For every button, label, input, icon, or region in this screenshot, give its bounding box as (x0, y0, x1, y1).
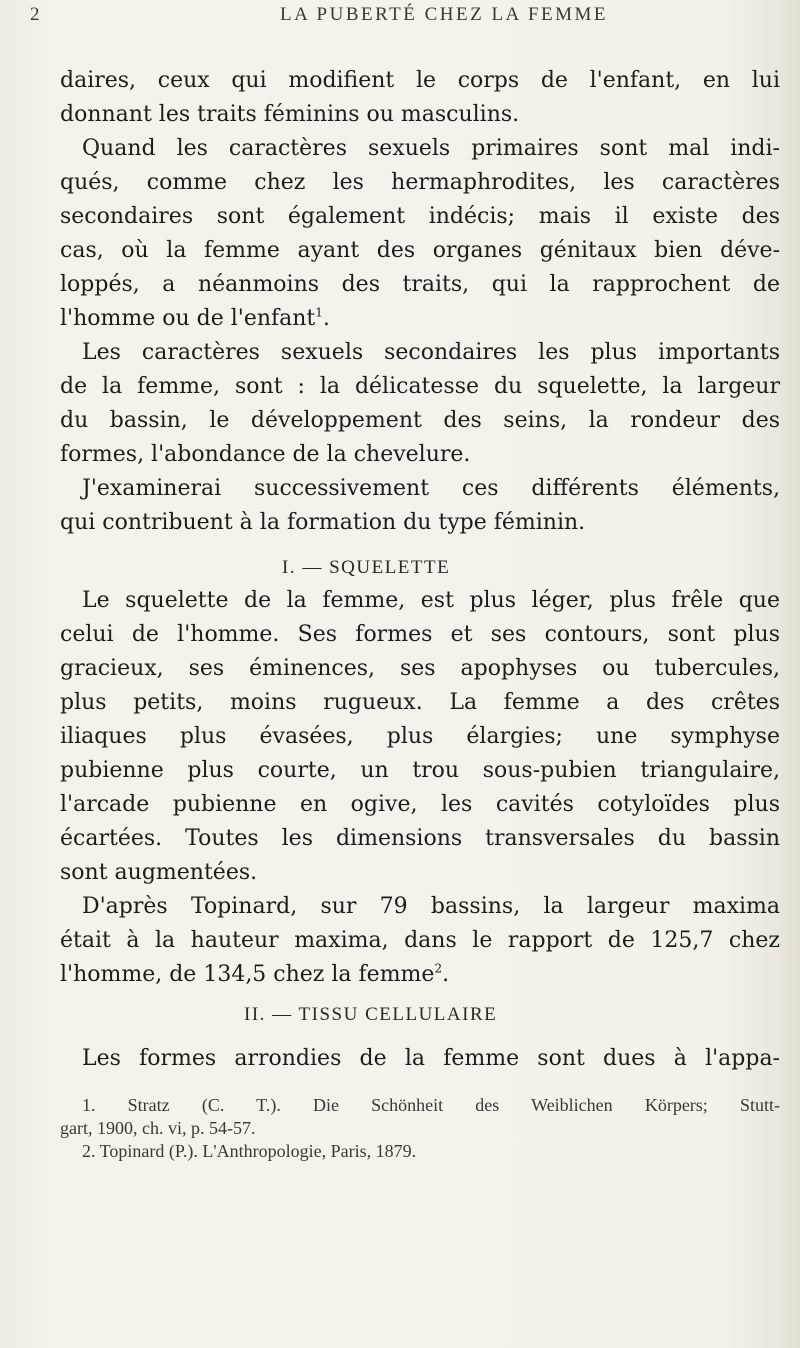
running-title: LA PUBERTÉ CHEZ LA FEMME (280, 4, 609, 25)
text-line: qui contribuent à la formation du type féminin. (60, 510, 586, 535)
footnotes (60, 1094, 780, 1163)
text-line: Les caractères sexuels secondaires les plus importants (82, 340, 780, 365)
body-text-block-1 (60, 64, 780, 540)
text-line: l'arcade pubienne en ogive, les cavités cotyloïdes plus (60, 792, 780, 817)
text-line-with-note: l'homme, de 134,5 chez la femme$^2$. (60, 961, 450, 987)
text-line: daires, ceux qui modifient le corps de l'enfant, en lui (60, 68, 780, 93)
text-line: D'après Topinard, sur 79 bassins, la largeur maxima (82, 894, 780, 919)
text-line: Quand les caractères sexuels primaires sont mal indi- (82, 136, 780, 161)
text-line: plus petits, moins rugueux. La femme a des crêtes (60, 690, 780, 715)
text-line: Le squelette de la femme, est plus léger, plus frêle que (82, 588, 780, 613)
text-line: qués, comme chez les hermaphrodites, les caractères (60, 170, 780, 195)
text-line: sont augmentées. (60, 860, 258, 885)
body-text-block-3 (60, 1042, 780, 1076)
text-fragment: l'homme, de 134,5 chez la femme (60, 962, 435, 987)
text-line: cas, où la femme ayant des organes génitaux bien déve- (60, 238, 780, 263)
text-line: iliaques plus évasées, plus élargies; une symphyse (60, 724, 780, 749)
text-line: écartées. Toutes les dimensions transversales du bassin (60, 826, 780, 851)
footnote-2: 2. Topinard (P.). L'Anthropologie, Paris, 1879. (82, 1141, 417, 1161)
footnote-1: 1. Stratz (C. T.). Die Schönheit des Weiblichen Körpers; Stutt- (82, 1095, 780, 1115)
text-line-with-note: l'homme ou de l'enfant$^1$. (60, 305, 330, 331)
text-line: donnant les traits féminins ou masculins. (60, 102, 520, 127)
text-line: J'examinerai successivement ces différents éléments, (82, 476, 780, 501)
text-line: pubienne plus courte, un trou sous-pubien triangulaire, (60, 758, 780, 783)
text-line: secondaires sont également indécis; mais il existe des (60, 204, 780, 229)
text-line: Les formes arrondies de la femme sont dues à l'appa- (82, 1046, 780, 1071)
section-heading-tissu-cellulaire: II. — TISSU CELLULAIRE (244, 1004, 498, 1025)
section-heading-squelette: I. — SQUELETTE (282, 557, 451, 578)
footnote-ref-2: 2 (434, 961, 443, 976)
text-fragment: l'homme ou de l'enfant (60, 306, 316, 331)
text-line: du bassin, le développement des seins, la rondeur des (60, 408, 780, 433)
text-line: gracieux, ses éminences, ses apophyses ou tubercules, (60, 656, 780, 681)
running-head (30, 4, 760, 28)
footnote-1-cont: gart, 1900, ch. vi, p. 54-57. (60, 1118, 256, 1138)
text-line: loppés, a néanmoins des traits, qui la rapprochent de (60, 272, 780, 297)
text-line: était à la hauteur maxima, dans le rapport de 125,7 chez (60, 928, 780, 953)
text-line: formes, l'abondance de la chevelure. (60, 442, 471, 467)
body-text-block-2 (60, 584, 780, 992)
text-line: celui de l'homme. Ses formes et ses contours, sont plus (60, 622, 780, 647)
page-number: 2 (30, 4, 40, 25)
text-line: de la femme, sont : la délicatesse du squelette, la largeur (60, 374, 780, 399)
footnote-ref-1: 1 (315, 305, 323, 320)
